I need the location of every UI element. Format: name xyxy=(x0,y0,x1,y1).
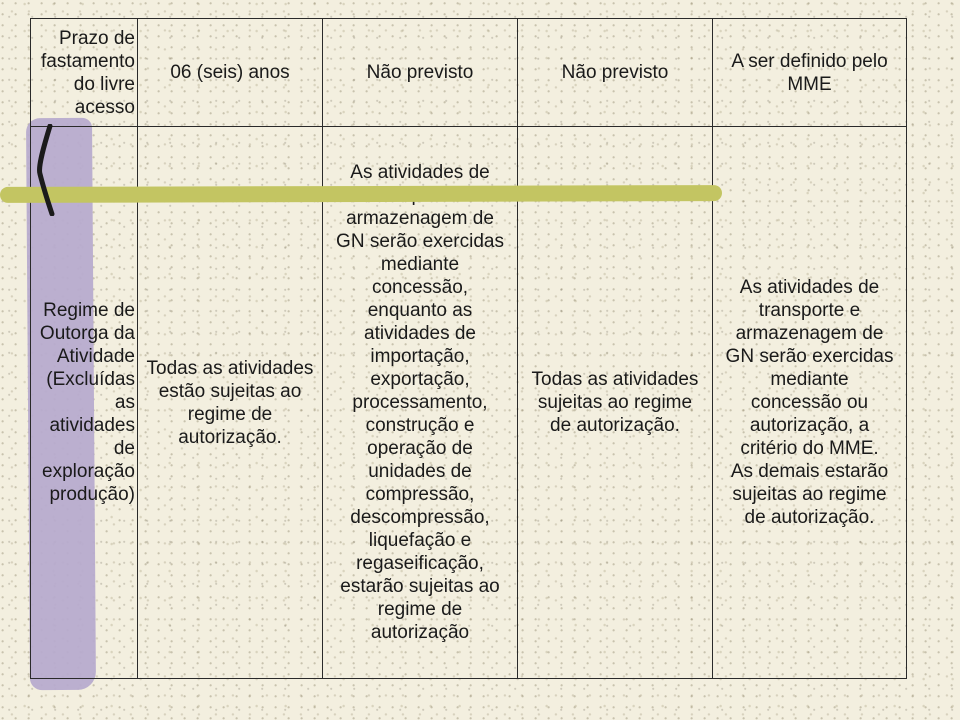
table-row xyxy=(31,19,907,127)
table-cell xyxy=(323,127,518,679)
row-label-text: Prazo de fastamento do livre acesso xyxy=(41,27,135,118)
table-cell xyxy=(138,127,323,679)
table-cell xyxy=(138,19,323,127)
table-cell xyxy=(713,19,907,127)
row-label-cell xyxy=(31,19,138,127)
cell-text: Não previsto xyxy=(366,62,474,83)
table-row xyxy=(31,127,907,679)
cell-text: Não previsto xyxy=(561,62,669,83)
table-cell xyxy=(518,127,713,679)
cell-text: 06 (seis) anos xyxy=(170,62,290,83)
left-bracket-icon xyxy=(34,124,74,216)
cell-text: A ser definido pelo MME xyxy=(731,50,888,95)
comparison-table xyxy=(30,18,907,679)
table-cell xyxy=(713,127,907,679)
green-accent-bar xyxy=(0,185,722,203)
table-cell xyxy=(323,19,518,127)
cell-text: As atividades de transporte e armazenagem de GN serão exercidas mediante concessão ou autorização, a critério do MME. As demais estarão sujeitas ao regime de autorização. xyxy=(725,277,894,528)
cell-text: Todas as atividades sujeitas ao regime de autorização. xyxy=(531,369,699,436)
cell-text: As atividades de armazenagem de GN serão exercidas mediante concessão, enquanto as atividades de importação, exportação, processamento, construção e operação de unidades de compressão, descompressão, liquefação e regaseificação, estarão sujeitas ao regime de autorização xyxy=(336,162,504,643)
table-cell xyxy=(518,19,713,127)
cell-text: Todas as atividades estão sujeitas ao regime de autorização. xyxy=(146,357,314,448)
row-label-text: Regime de Outorga da Atividade (Excluídas as atividades de exploração produção) xyxy=(39,300,135,505)
